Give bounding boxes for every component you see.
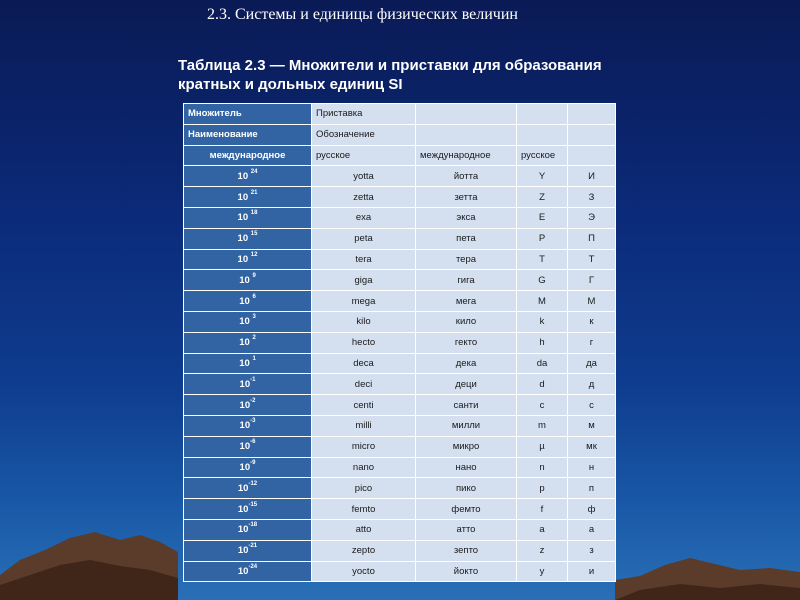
caption-line-2: кратных и дольных единиц SI (178, 76, 403, 93)
multiplier-exponent: -2 (250, 397, 256, 404)
multiplier-base: 10 (237, 524, 249, 536)
multiplier-exponent: 1 (252, 355, 256, 362)
prefix-intl-cell: atto (312, 519, 416, 540)
multiplier-exponent: -18 (248, 522, 258, 529)
symbol-intl-cell: p (517, 478, 568, 499)
multiplier-exponent: -9 (250, 459, 256, 466)
multiplier-base: 10 (239, 295, 250, 307)
table-row (184, 166, 616, 187)
prefix-intl-cell: micro (312, 436, 416, 457)
prefix-intl-cell: zetta (312, 187, 416, 208)
symbol-intl-cell: f (517, 499, 568, 520)
prefix-intl-cell: zepto (312, 540, 416, 561)
prefix-ru-cell: гига (416, 270, 517, 291)
multiplier-base: 10 (239, 274, 250, 286)
prefix-ru-cell: пета (416, 228, 517, 249)
multiplier-exponent: -6 (250, 439, 256, 446)
multiplier-cell (184, 291, 312, 312)
prefix-ru-cell: санти (416, 395, 517, 416)
symbol-ru-cell: мк (568, 436, 616, 457)
table-row (184, 478, 616, 499)
header-cell (568, 124, 616, 145)
multiplier-cell (184, 519, 312, 540)
symbol-intl-cell: m (517, 415, 568, 436)
symbol-ru-cell: д (568, 374, 616, 395)
symbol-ru-cell: м (568, 415, 616, 436)
prefix-intl-cell: mega (312, 291, 416, 312)
table-row (184, 353, 616, 374)
multiplier-exponent: 18 (250, 210, 258, 217)
prefix-intl-cell: deci (312, 374, 416, 395)
multiplier-base: 10 (239, 461, 251, 473)
multiplier-exponent: -24 (248, 563, 258, 570)
symbol-ru-cell: М (568, 291, 616, 312)
prefix-intl-cell: kilo (312, 311, 416, 332)
multiplier-base: 10 (237, 170, 249, 182)
multiplier-cell (184, 187, 312, 208)
symbol-ru-cell: И (568, 166, 616, 187)
symbol-ru-cell: и (568, 561, 616, 582)
multiplier-cell (184, 478, 312, 499)
symbol-intl-cell: z (517, 540, 568, 561)
multiplier-base: 10 (237, 233, 249, 245)
prefix-intl-cell: milli (312, 415, 416, 436)
prefix-ru-cell: гекто (416, 332, 517, 353)
header-cell: Наименование (184, 124, 312, 145)
multiplier-exponent: -15 (248, 501, 258, 508)
symbol-ru-cell: Э (568, 207, 616, 228)
table-row (184, 415, 616, 436)
multiplier-cell (184, 415, 312, 436)
multiplier-base: 10 (237, 503, 249, 515)
multiplier-base: 10 (239, 357, 250, 369)
symbol-ru-cell: ф (568, 499, 616, 520)
multiplier-cell (184, 499, 312, 520)
table-row (184, 519, 616, 540)
prefix-intl-cell: tera (312, 249, 416, 270)
symbol-ru-cell: Т (568, 249, 616, 270)
symbol-intl-cell: n (517, 457, 568, 478)
caption-line-1: Таблица 2.3 — Множители и приставки для образования (178, 57, 602, 74)
symbol-ru-cell: с (568, 395, 616, 416)
prefix-intl-cell: hecto (312, 332, 416, 353)
symbol-intl-cell: da (517, 353, 568, 374)
multiplier-base: 10 (237, 191, 249, 203)
multiplier-exponent: 21 (250, 189, 258, 196)
multiplier-base: 10 (239, 316, 250, 328)
symbol-intl-cell: Z (517, 187, 568, 208)
header-cell: Множитель (184, 104, 312, 125)
symbol-intl-cell: T (517, 249, 568, 270)
multiplier-cell (184, 332, 312, 353)
multiplier-base: 10 (237, 212, 249, 224)
header-cell: международное (416, 145, 517, 166)
symbol-intl-cell: Y (517, 166, 568, 187)
table-row (184, 332, 616, 353)
prefix-intl-cell: yotta (312, 166, 416, 187)
table-row (184, 270, 616, 291)
si-prefix-table (183, 103, 616, 582)
prefix-ru-cell: микро (416, 436, 517, 457)
prefix-intl-cell: centi (312, 395, 416, 416)
symbol-ru-cell: а (568, 519, 616, 540)
multiplier-cell (184, 311, 312, 332)
symbol-intl-cell: k (517, 311, 568, 332)
symbol-intl-cell: M (517, 291, 568, 312)
prefix-intl-cell: deca (312, 353, 416, 374)
symbol-ru-cell: п (568, 478, 616, 499)
multiplier-cell (184, 436, 312, 457)
prefix-ru-cell: дека (416, 353, 517, 374)
multiplier-cell (184, 374, 312, 395)
prefix-ru-cell: атто (416, 519, 517, 540)
multiplier-base: 10 (237, 565, 249, 577)
symbol-ru-cell: к (568, 311, 616, 332)
prefix-ru-cell: йокто (416, 561, 517, 582)
header-cell: Обозначение (312, 124, 416, 145)
table-row (184, 187, 616, 208)
symbol-intl-cell: d (517, 374, 568, 395)
table-caption (178, 56, 678, 94)
symbol-ru-cell: з (568, 540, 616, 561)
prefix-intl-cell: femto (312, 499, 416, 520)
header-cell: русское (517, 145, 568, 166)
prefix-intl-cell: yocto (312, 561, 416, 582)
symbol-intl-cell: P (517, 228, 568, 249)
prefix-intl-cell: exa (312, 207, 416, 228)
prefix-ru-cell: деци (416, 374, 517, 395)
symbol-intl-cell: G (517, 270, 568, 291)
table-row (184, 436, 616, 457)
prefix-ru-cell: йотта (416, 166, 517, 187)
multiplier-base: 10 (237, 482, 249, 494)
header-cell (416, 104, 517, 125)
symbol-intl-cell: c (517, 395, 568, 416)
multiplier-base: 10 (237, 253, 249, 265)
prefix-ru-cell: мега (416, 291, 517, 312)
header-row (184, 124, 616, 145)
multiplier-base: 10 (237, 545, 249, 557)
symbol-ru-cell: П (568, 228, 616, 249)
prefix-intl-cell: giga (312, 270, 416, 291)
header-cell: русское (312, 145, 416, 166)
multiplier-exponent: 12 (250, 251, 258, 258)
multiplier-exponent: -3 (250, 418, 256, 425)
table-row (184, 395, 616, 416)
multiplier-exponent: 24 (250, 168, 258, 175)
prefix-intl-cell: pico (312, 478, 416, 499)
multiplier-cell (184, 395, 312, 416)
table-row (184, 499, 616, 520)
prefix-ru-cell: зетта (416, 187, 517, 208)
symbol-intl-cell: a (517, 519, 568, 540)
table-row (184, 291, 616, 312)
multiplier-cell (184, 540, 312, 561)
symbol-ru-cell: З (568, 187, 616, 208)
multiplier-exponent: 6 (252, 293, 256, 300)
table-row (184, 311, 616, 332)
header-cell (416, 124, 517, 145)
table-row (184, 374, 616, 395)
multiplier-exponent: 15 (250, 231, 258, 238)
multiplier-base: 10 (239, 399, 251, 411)
symbol-ru-cell: да (568, 353, 616, 374)
header-cell (517, 124, 568, 145)
header-row (184, 104, 616, 125)
header-row (184, 145, 616, 166)
symbol-intl-cell: h (517, 332, 568, 353)
header-cell: Приставка (312, 104, 416, 125)
multiplier-cell (184, 166, 312, 187)
multiplier-exponent: -1 (250, 376, 256, 383)
prefix-ru-cell: тера (416, 249, 517, 270)
multiplier-cell (184, 270, 312, 291)
prefix-intl-cell: nano (312, 457, 416, 478)
multiplier-cell (184, 228, 312, 249)
symbol-ru-cell: г (568, 332, 616, 353)
multiplier-exponent: -12 (248, 480, 258, 487)
multiplier-exponent: -21 (248, 543, 258, 550)
symbol-intl-cell: y (517, 561, 568, 582)
slide-title: 2.3. Системы и единицы физических величин (207, 6, 518, 23)
prefix-ru-cell: кило (416, 311, 517, 332)
prefix-ru-cell: нано (416, 457, 517, 478)
multiplier-base: 10 (239, 441, 251, 453)
header-cell (568, 145, 616, 166)
header-cell (517, 104, 568, 125)
table-row (184, 561, 616, 582)
prefix-ru-cell: зепто (416, 540, 517, 561)
symbol-ru-cell: н (568, 457, 616, 478)
prefix-ru-cell: пико (416, 478, 517, 499)
symbol-intl-cell: E (517, 207, 568, 228)
multiplier-cell (184, 249, 312, 270)
multiplier-cell (184, 561, 312, 582)
prefix-ru-cell: милли (416, 415, 517, 436)
prefix-ru-cell: фемто (416, 499, 517, 520)
table-row (184, 457, 616, 478)
symbol-intl-cell: µ (517, 436, 568, 457)
table-row (184, 249, 616, 270)
multiplier-exponent: 3 (252, 314, 256, 321)
table-row (184, 228, 616, 249)
multiplier-exponent: 2 (252, 335, 256, 342)
table-row (184, 207, 616, 228)
multiplier-cell (184, 457, 312, 478)
header-cell: международное (184, 145, 312, 166)
multiplier-base: 10 (239, 337, 250, 349)
multiplier-exponent: 9 (252, 272, 256, 279)
multiplier-cell (184, 207, 312, 228)
prefix-ru-cell: экса (416, 207, 517, 228)
multiplier-cell (184, 353, 312, 374)
multiplier-base: 10 (239, 378, 251, 390)
table-row (184, 540, 616, 561)
header-cell (568, 104, 616, 125)
prefix-intl-cell: peta (312, 228, 416, 249)
multiplier-base: 10 (239, 420, 251, 432)
symbol-ru-cell: Г (568, 270, 616, 291)
